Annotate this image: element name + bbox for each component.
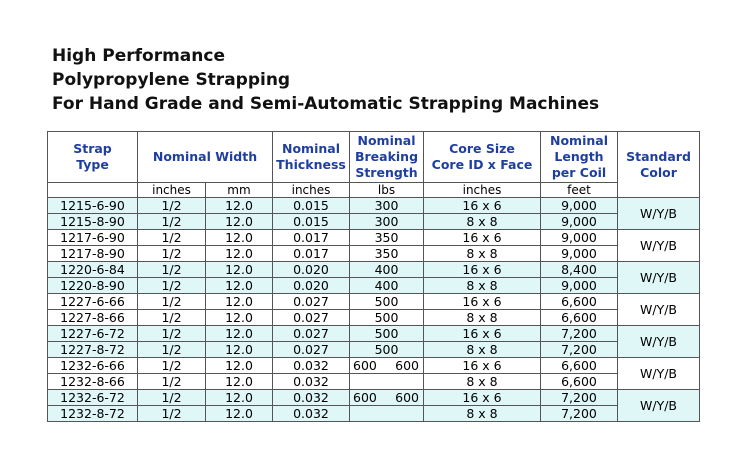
core-size-cell: 16 x 6 [424, 230, 541, 246]
strap-type-cell: 1227-8-72 [48, 342, 138, 358]
width-mm-cell: 12.0 [206, 294, 273, 310]
unit-width-mm: mm [206, 183, 273, 198]
header-row [48, 132, 700, 183]
core-size-cell: 16 x 6 [424, 326, 541, 342]
length-cell: 9,000 [541, 198, 618, 214]
header-standard-color: Standard Color [618, 132, 700, 198]
strength-cell: 400 [350, 278, 424, 294]
standard-color-cell: W/Y/B [618, 230, 700, 262]
width-inches-cell: 1/2 [138, 358, 206, 374]
length-cell: 6,600 [541, 358, 618, 374]
thickness-cell: 0.027 [273, 294, 350, 310]
thickness-cell: 0.015 [273, 214, 350, 230]
header-nominal-width: Nominal Width [138, 132, 273, 183]
strap-type-cell: 1232-6-72 [48, 390, 138, 406]
strength-cell: 500 [350, 310, 424, 326]
thickness-cell: 0.027 [273, 326, 350, 342]
title-line-2: Polypropylene Strapping [52, 70, 291, 90]
width-inches-cell: 1/2 [138, 230, 206, 246]
core-size-cell: 16 x 6 [424, 358, 541, 374]
table-row [48, 246, 700, 262]
core-size-cell: 16 x 6 [424, 262, 541, 278]
unit-thickness: inches [273, 183, 350, 198]
width-mm-cell: 12.0 [206, 358, 273, 374]
header-breaking-strength: Nominal Breaking Strength [350, 132, 424, 183]
unit-blank [48, 183, 138, 198]
table-row [48, 310, 700, 326]
width-mm-cell: 12.0 [206, 342, 273, 358]
width-inches-cell: 1/2 [138, 262, 206, 278]
width-inches-cell: 1/2 [138, 278, 206, 294]
strapping-spec-table [47, 131, 700, 422]
strap-type-cell: 1232-8-66 [48, 374, 138, 390]
width-mm-cell: 12.0 [206, 198, 273, 214]
table-row [48, 342, 700, 358]
thickness-cell: 0.020 [273, 278, 350, 294]
core-size-cell: 8 x 8 [424, 342, 541, 358]
width-inches-cell: 1/2 [138, 390, 206, 406]
title-line-3: For Hand Grade and Semi-Automatic Strapping Machines [52, 94, 600, 114]
strap-type-cell: 1215-8-90 [48, 214, 138, 230]
strap-type-cell: 1227-8-66 [48, 310, 138, 326]
standard-color-cell: W/Y/B [618, 390, 700, 422]
length-cell: 9,000 [541, 214, 618, 230]
width-mm-cell: 12.0 [206, 278, 273, 294]
width-inches-cell: 1/2 [138, 326, 206, 342]
table-row [48, 406, 700, 422]
length-cell: 9,000 [541, 230, 618, 246]
width-mm-cell: 12.0 [206, 262, 273, 278]
strength-cell: 500 [350, 294, 424, 310]
thickness-cell: 0.017 [273, 246, 350, 262]
table-row [48, 358, 700, 374]
standard-color-cell: W/Y/B [618, 294, 700, 326]
strength-value-extra: 600 [395, 358, 419, 373]
table-row [48, 326, 700, 342]
thickness-cell: 0.032 [273, 406, 350, 422]
thickness-cell: 0.015 [273, 198, 350, 214]
width-mm-cell: 12.0 [206, 390, 273, 406]
standard-color-cell: W/Y/B [618, 326, 700, 358]
width-inches-cell: 1/2 [138, 406, 206, 422]
strap-type-cell: 1227-6-66 [48, 294, 138, 310]
strap-type-cell: 1217-6-90 [48, 230, 138, 246]
table-body [48, 198, 700, 422]
page-title [52, 44, 599, 116]
width-inches-cell: 1/2 [138, 246, 206, 262]
width-mm-cell: 12.0 [206, 214, 273, 230]
width-inches-cell: 1/2 [138, 342, 206, 358]
strength-cell: 500 [350, 326, 424, 342]
width-mm-cell: 12.0 [206, 310, 273, 326]
core-size-cell: 8 x 8 [424, 278, 541, 294]
length-cell: 6,600 [541, 294, 618, 310]
unit-length: feet [541, 183, 618, 198]
strength-cell: 350 [350, 246, 424, 262]
core-size-cell: 8 x 8 [424, 374, 541, 390]
width-mm-cell: 12.0 [206, 246, 273, 262]
length-cell: 6,600 [541, 374, 618, 390]
strap-type-cell: 1220-6-84 [48, 262, 138, 278]
thickness-cell: 0.027 [273, 342, 350, 358]
standard-color-cell: W/Y/B [618, 358, 700, 390]
width-mm-cell: 12.0 [206, 230, 273, 246]
standard-color-cell: W/Y/B [618, 198, 700, 230]
strength-cell: 300 [350, 198, 424, 214]
strength-value: 600 [353, 358, 377, 373]
strength-cell: 400 [350, 262, 424, 278]
unit-core: inches [424, 183, 541, 198]
thickness-cell: 0.032 [273, 390, 350, 406]
core-size-cell: 16 x 6 [424, 294, 541, 310]
length-cell: 6,600 [541, 310, 618, 326]
table-row [48, 214, 700, 230]
width-mm-cell: 12.0 [206, 374, 273, 390]
header-nominal-length: Nominal Length per Coil [541, 132, 618, 183]
core-size-cell: 16 x 6 [424, 390, 541, 406]
strap-type-cell: 1227-6-72 [48, 326, 138, 342]
strength-cell [350, 406, 424, 422]
strength-cell: 500 [350, 342, 424, 358]
strength-value-extra: 600 [395, 390, 419, 405]
units-row [48, 183, 700, 198]
unit-width-inches: inches [138, 183, 206, 198]
strength-cell: 300 [350, 214, 424, 230]
length-cell: 8,400 [541, 262, 618, 278]
thickness-cell: 0.032 [273, 374, 350, 390]
thickness-cell: 0.027 [273, 310, 350, 326]
table-row [48, 374, 700, 390]
width-inches-cell: 1/2 [138, 374, 206, 390]
strap-type-cell: 1232-6-66 [48, 358, 138, 374]
standard-color-cell: W/Y/B [618, 262, 700, 294]
strap-type-cell: 1215-6-90 [48, 198, 138, 214]
table-row [48, 262, 700, 278]
table-row [48, 390, 700, 406]
width-inches-cell: 1/2 [138, 294, 206, 310]
core-size-cell: 8 x 8 [424, 310, 541, 326]
strength-cell [350, 390, 424, 406]
length-cell: 7,200 [541, 326, 618, 342]
header-core-size: Core Size Core ID x Face [424, 132, 541, 183]
strength-value: 600 [353, 390, 377, 405]
core-size-cell: 8 x 8 [424, 246, 541, 262]
title-line-1: High Performance [52, 46, 225, 66]
strap-type-cell: 1217-8-90 [48, 246, 138, 262]
length-cell: 7,200 [541, 406, 618, 422]
thickness-cell: 0.032 [273, 358, 350, 374]
table-row [48, 230, 700, 246]
width-inches-cell: 1/2 [138, 198, 206, 214]
length-cell: 7,200 [541, 342, 618, 358]
width-inches-cell: 1/2 [138, 214, 206, 230]
core-size-cell: 8 x 8 [424, 406, 541, 422]
length-cell: 9,000 [541, 246, 618, 262]
strap-type-cell: 1232-8-72 [48, 406, 138, 422]
length-cell: 9,000 [541, 278, 618, 294]
core-size-cell: 8 x 8 [424, 214, 541, 230]
core-size-cell: 16 x 6 [424, 198, 541, 214]
length-cell: 7,200 [541, 390, 618, 406]
width-inches-cell: 1/2 [138, 310, 206, 326]
strength-cell [350, 358, 424, 374]
table-row [48, 198, 700, 214]
width-mm-cell: 12.0 [206, 326, 273, 342]
header-strap-type: Strap Type [48, 132, 138, 183]
unit-strength: lbs [350, 183, 424, 198]
strength-cell: 350 [350, 230, 424, 246]
thickness-cell: 0.017 [273, 230, 350, 246]
strap-type-cell: 1220-8-90 [48, 278, 138, 294]
width-mm-cell: 12.0 [206, 406, 273, 422]
table-row [48, 294, 700, 310]
thickness-cell: 0.020 [273, 262, 350, 278]
strength-cell [350, 374, 424, 390]
table-row [48, 278, 700, 294]
header-nominal-thickness: Nominal Thickness [273, 132, 350, 183]
